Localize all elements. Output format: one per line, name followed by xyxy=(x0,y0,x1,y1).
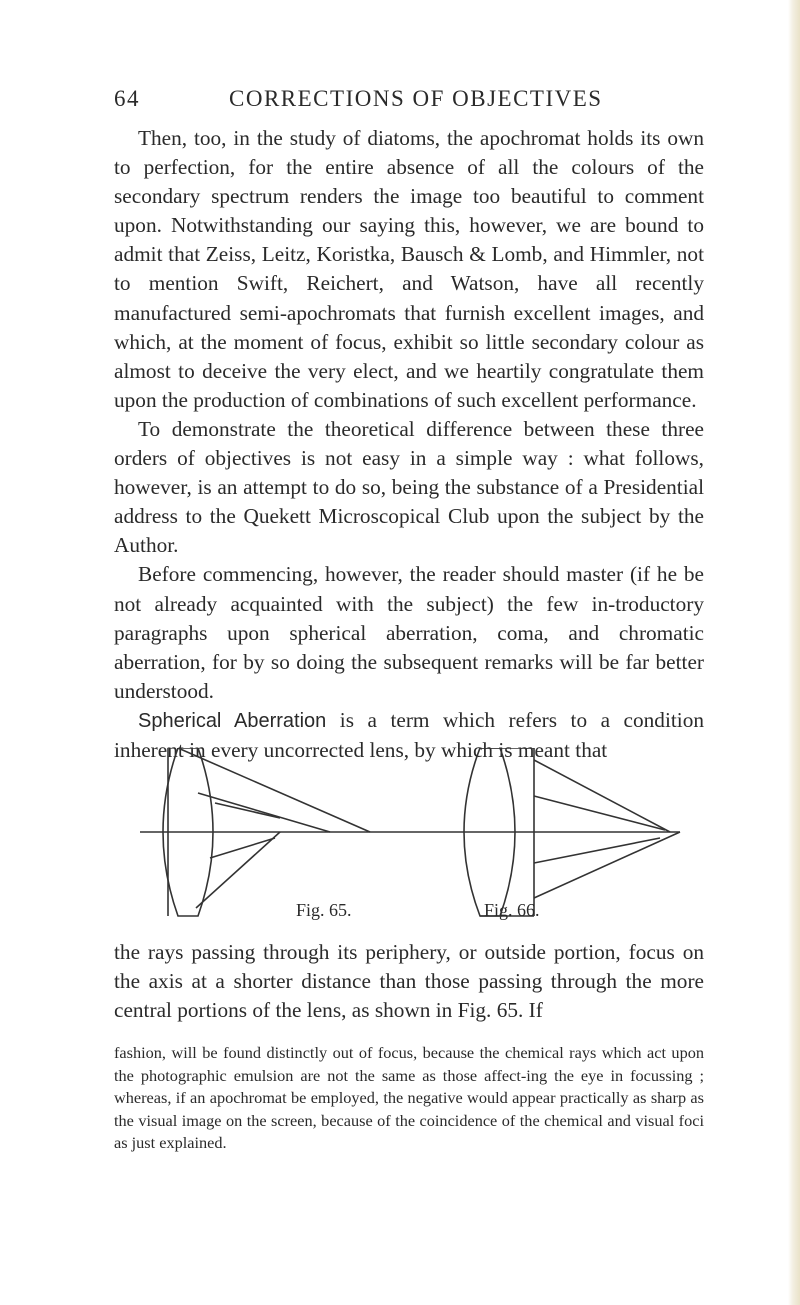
fig66-ray-bottom xyxy=(534,832,680,898)
page-header xyxy=(114,86,704,120)
body-text-upper xyxy=(114,124,704,765)
lens-figures xyxy=(140,748,700,923)
paragraph-rays-passing: the rays passing through its periphery, or outside portion, focus on the axis at a shorter distance than those passing through the more central portions of the lens, as shown in Fig. 65. If xyxy=(114,940,704,1023)
fig65-ray-top-inner xyxy=(198,793,330,832)
fig65-ray-top-outer xyxy=(178,748,370,832)
fig66-ray-bottom-inner xyxy=(534,838,660,863)
fig66-ray-top xyxy=(534,760,670,832)
fig65-ray-bottom-edge xyxy=(210,838,275,858)
page-number: 64 xyxy=(114,86,140,111)
fig66-ray-upper-inner xyxy=(534,796,665,830)
body-text-lower xyxy=(114,938,704,1026)
paragraph-footnote-fashion: fashion, will be found distinctly out of focus, because the chemical rays which act upon the photographic emulsion are not the same as those affect-ing the eye in focussing ; whereas, if an apochromat be employed, the negative would appear practically as sharp as the visual image on the screen, because of the coincidence of the chemical and visual foci as just explained. xyxy=(114,1043,704,1152)
page-edge-shading xyxy=(788,0,800,1305)
fig65-ray-bottom xyxy=(196,832,280,908)
running-head: CORRECTIONS OF OBJECTIVES xyxy=(229,86,603,111)
paragraph-demonstrate: To demonstrate the theoretical difference between these three orders of objectives is not easy in a simple way : what follows, however, is an attempt to do so, being the substance of a Presidential address to the Quekett Microscopical Club upon the subject by the Author. xyxy=(114,416,704,558)
footnote-text xyxy=(114,1042,704,1155)
fig66-caption: Fig. 66. xyxy=(484,900,540,920)
paragraph-before-commencing: Before commencing, however, the reader should master (if he be not already acquainted with the subject) the few in-troductory paragraphs upon spherical aberration, coma, and chromatic aberration, for by so doing the subsequent remarks will be far better understood. xyxy=(114,562,704,703)
paragraph-diatoms: Then, too, in the study of diatoms, the apochromat holds its own to perfection, for the entire absence of all the colours of the secondary spectrum renders the image too beautiful to comment upon. Notwithstanding our saying this, however, we are bound to admit that Zeiss, Leitz, Koristka, Bausch & Lomb, and Himmler, not to mention Swift, Reichert, and Watson, have all recently manufactured semi-apochromats that furnish excellent images, and which, at the moment of focus, exhibit so little secondary colour as almost to deceive the very elect, and we heartily congratulate them upon the production of combinations of such excellent performance. xyxy=(114,126,704,412)
fig65-caption: Fig. 65. xyxy=(296,900,352,920)
paragraph-spherical-aberration-text: is a term which refers to a condition inherent in every uncorrected lens, by which is meant that xyxy=(114,707,704,762)
section-heading-spherical-aberration: Spherical Aberration xyxy=(138,709,327,732)
fig65-ray-upper-edge xyxy=(215,803,280,818)
